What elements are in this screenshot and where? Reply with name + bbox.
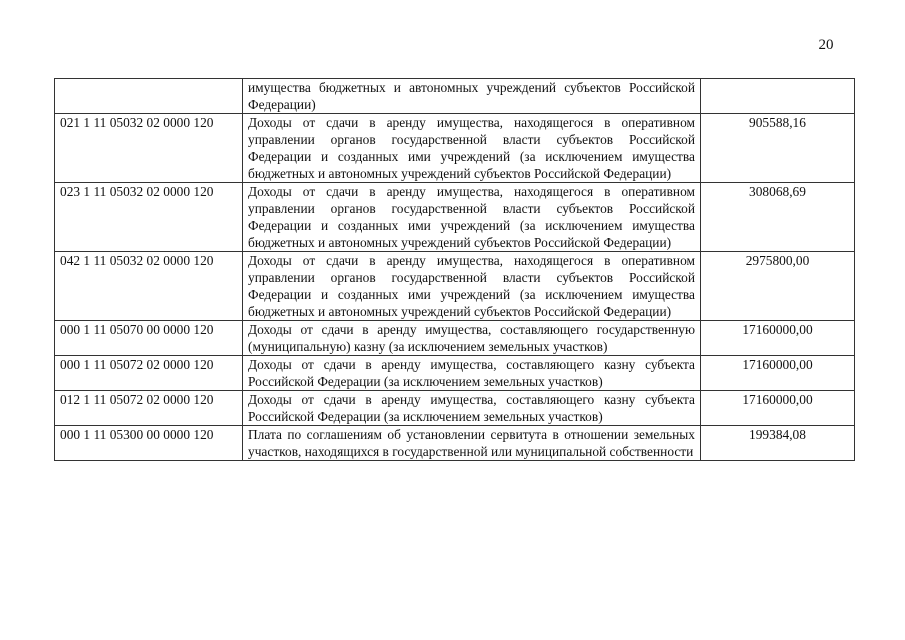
revenue-name-cell: Доходы от сдачи в аренду имущества, составляющего казну субъекта Российской Федерации (за исключением земельных участков) <box>243 356 701 391</box>
table-row <box>55 114 855 183</box>
budget-code-cell: 000 1 11 05072 02 0000 120 <box>55 356 243 391</box>
budget-code-cell: 000 1 11 05300 00 0000 120 <box>55 426 243 461</box>
table-row <box>55 321 855 356</box>
budget-code-cell: 042 1 11 05032 02 0000 120 <box>55 252 243 321</box>
amount-cell: 199384,08 <box>701 426 855 461</box>
amount-cell: 905588,16 <box>701 114 855 183</box>
revenue-name-cell: Плата по соглашениям об установлении сервитута в отношении земельных участков, находящихся в государственной или муниципальной собственности <box>243 426 701 461</box>
amount-cell: 17160000,00 <box>701 356 855 391</box>
revenue-name-cell: Доходы от сдачи в аренду имущества, составляющего государственную (муниципальную) казну (за исключением земельных участков) <box>243 321 701 356</box>
amount-cell <box>701 79 855 114</box>
amount-cell: 308068,69 <box>701 183 855 252</box>
budget-code-cell: 000 1 11 05070 00 0000 120 <box>55 321 243 356</box>
table-row <box>55 391 855 426</box>
budget-code-cell: 021 1 11 05032 02 0000 120 <box>55 114 243 183</box>
budget-code-cell <box>55 79 243 114</box>
table-row <box>55 252 855 321</box>
revenue-name-cell: имущества бюджетных и автономных учреждений субъектов Российской Федерации) <box>243 79 701 114</box>
revenue-name-cell: Доходы от сдачи в аренду имущества, находящегося в оперативном управлении органов государственной власти субъектов Российской Федерации и созданных ими учреждений (за исключением имущества бюджетных и автономных учреждений субъектов Российской Федерации) <box>243 183 701 252</box>
revenue-table <box>54 78 855 461</box>
table-row <box>55 356 855 391</box>
page-number: 20 <box>818 37 834 53</box>
amount-cell: 17160000,00 <box>701 391 855 426</box>
budget-code-cell: 023 1 11 05032 02 0000 120 <box>55 183 243 252</box>
budget-code-cell: 012 1 11 05072 02 0000 120 <box>55 391 243 426</box>
revenue-name-cell: Доходы от сдачи в аренду имущества, составляющего казну субъекта Российской Федерации (за исключением земельных участков) <box>243 391 701 426</box>
table-row <box>55 183 855 252</box>
table-row <box>55 426 855 461</box>
revenue-name-cell: Доходы от сдачи в аренду имущества, находящегося в оперативном управлении органов государственной власти субъектов Российской Федерации и созданных ими учреждений (за исключением имущества бюджетных и автономных учреждений субъектов Российской Федерации) <box>243 252 701 321</box>
amount-cell: 2975800,00 <box>701 252 855 321</box>
amount-cell: 17160000,00 <box>701 321 855 356</box>
revenue-name-cell: Доходы от сдачи в аренду имущества, находящегося в оперативном управлении органов государственной власти субъектов Российской Федерации и созданных ими учреждений (за исключением имущества бюджетных и автономных учреждений субъектов Российской Федерации) <box>243 114 701 183</box>
table-row <box>55 79 855 114</box>
